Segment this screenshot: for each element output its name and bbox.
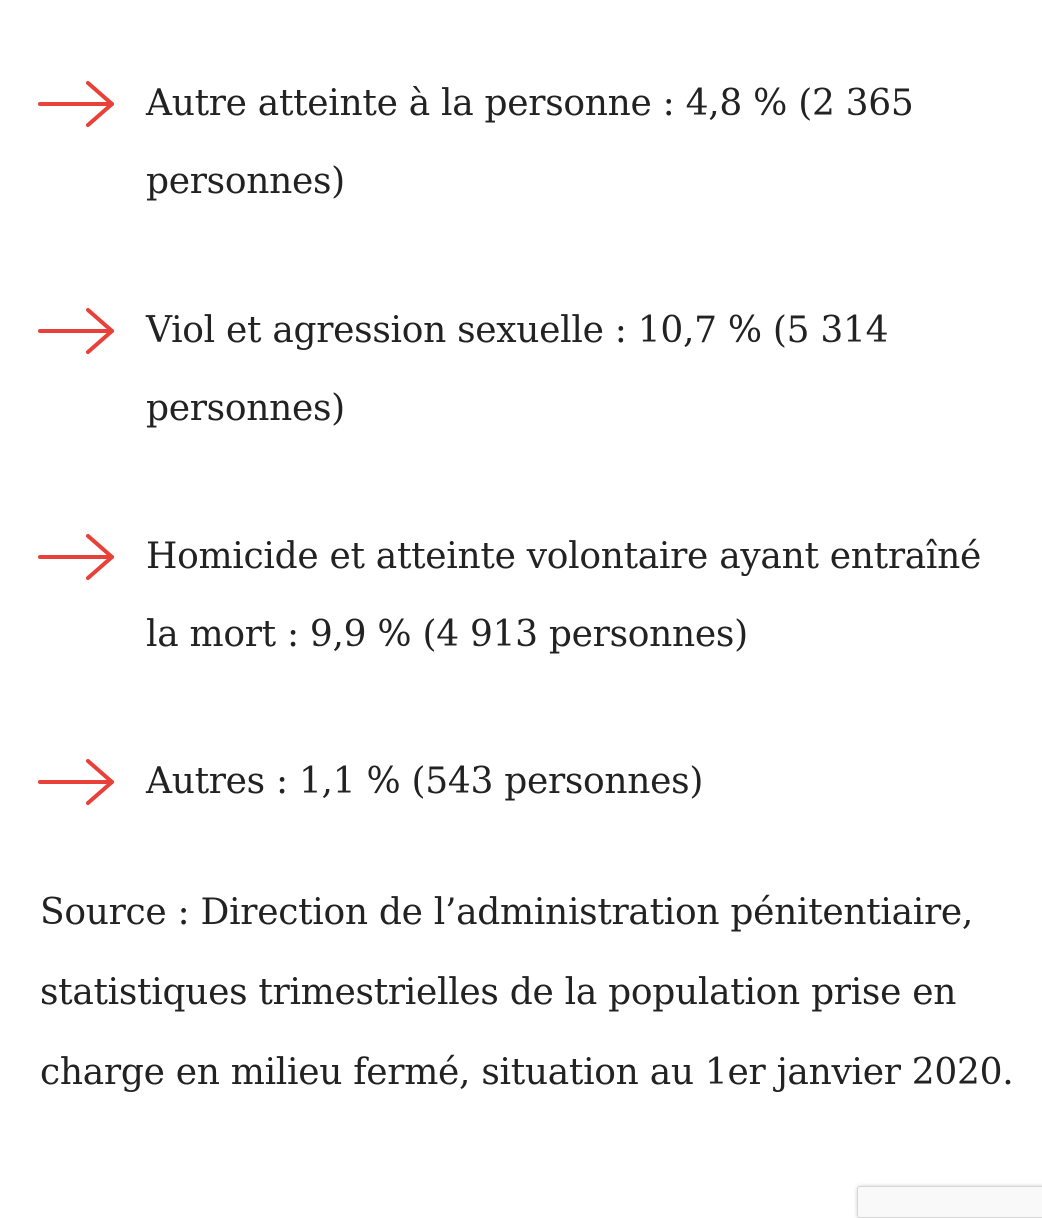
- arrow-right-icon: [38, 307, 116, 355]
- list-item-text: Viol et agression sexuelle : 10,7 % (5 314 personnes): [146, 310, 889, 429]
- list-item-text: Autre atteinte à la personne : 4,8 % (2 365 personnes): [146, 83, 914, 202]
- source-note: Source : Direction de l’administration pénitentiaire, statistiques trimestrielles de la population prise en charge en milieu fermé, situation au 1er janvier 2020.: [40, 892, 1014, 1093]
- arrow-right-icon: [38, 533, 116, 581]
- arrow-right-icon: [38, 80, 116, 128]
- floating-widget-tab[interactable]: [857, 1186, 1042, 1218]
- list-item-text: Homicide et atteinte volontaire ayant entraîné la mort : 9,9 % (4 913 personnes): [146, 536, 981, 655]
- list-item-text: Autres : 1,1 % (543 personnes): [146, 761, 704, 802]
- arrow-right-icon: [38, 758, 116, 806]
